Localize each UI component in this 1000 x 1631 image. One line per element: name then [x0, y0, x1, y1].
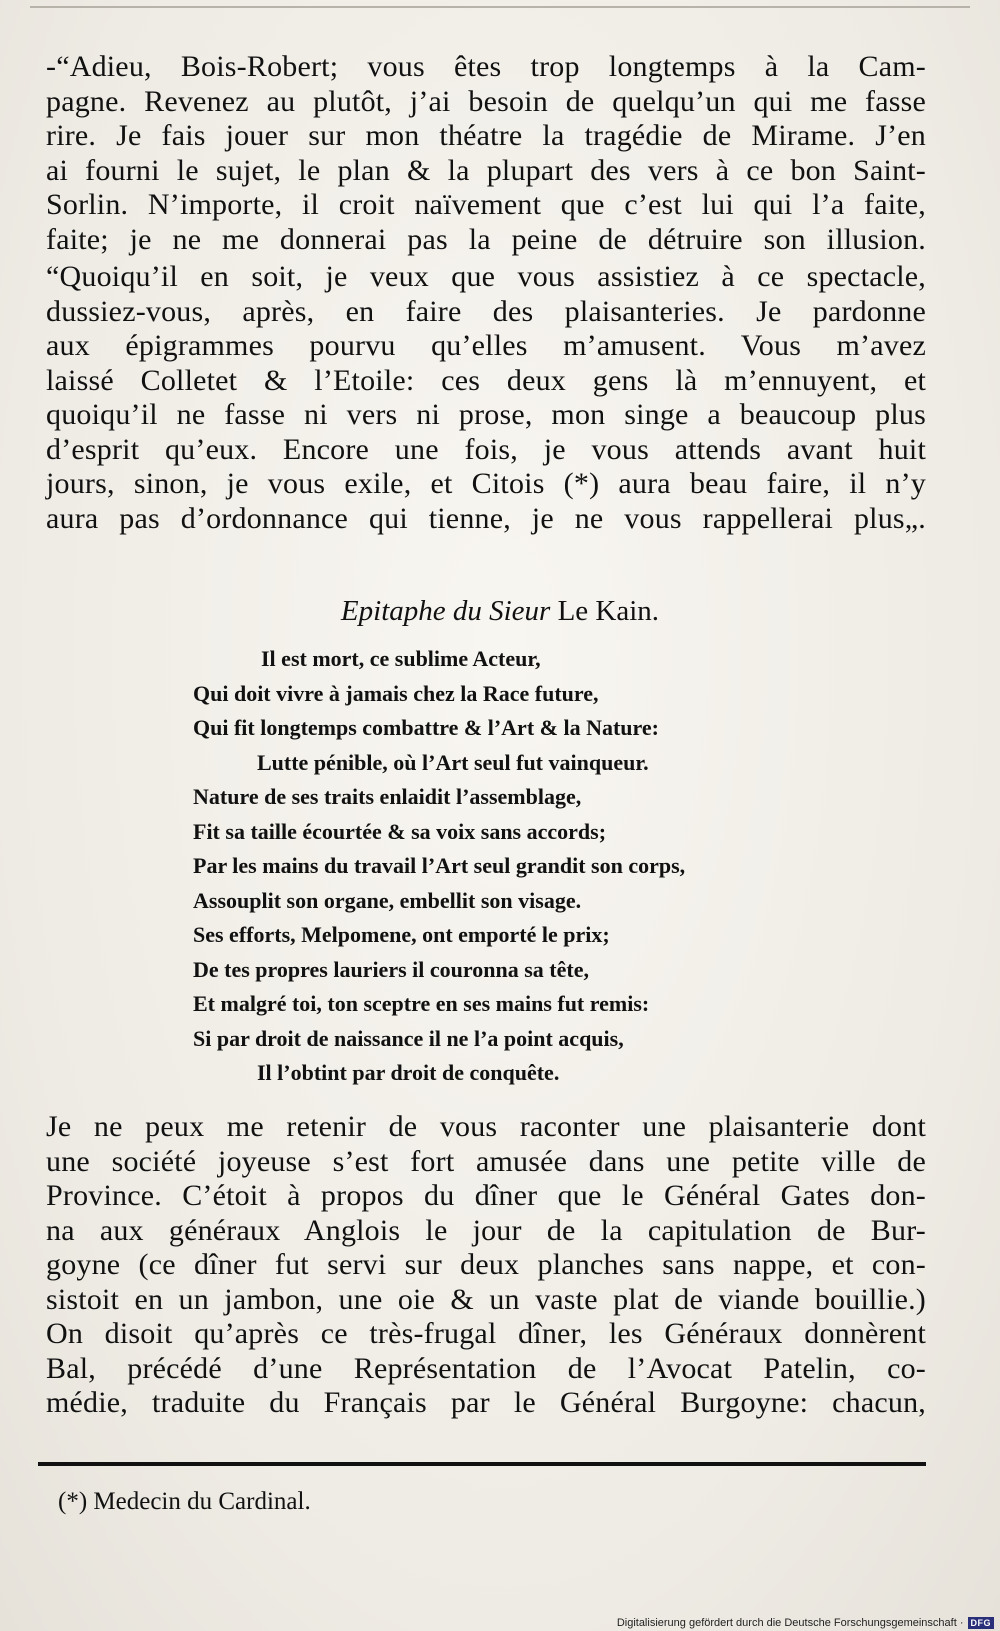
letter-paragraph-2 — [46, 260, 926, 536]
poem-line: Si par droit de naissance il ne l’a point acquis, — [193, 1025, 624, 1051]
text-line: Je ne peux me retenir de vous raconter une plaisanterie dont — [46, 1110, 926, 1143]
heading-roman-part: Le Kain. — [557, 595, 660, 627]
text-line: d’esprit qu’eux. Encore une fois, je vous attends avant huit — [46, 432, 926, 466]
text-line: Province. C’étoit à propos du dîner que le Général Gates don- — [46, 1179, 926, 1212]
digitization-credit — [617, 1617, 994, 1629]
text-line: aux épigrammes pourvu qu’elles m’amusent. Vous m’avez — [46, 329, 926, 362]
text-line: jours, sinon, je vous exile, et Citois (*) aura beau faire, il n’y — [46, 467, 926, 500]
text-line: -“Adieu, Bois-Robert; vous êtes trop longtemps à la Cam- — [46, 50, 926, 83]
text-line: quoiqu’il ne fasse ni vers ni prose, mon singe a beaucoup plus — [46, 398, 926, 431]
text-line: dussiez-vous, après, en faire des plaisanteries. Je pardonne — [46, 294, 926, 328]
text-line: aura pas d’ordonnance qui tienne, je ne vous rappellerai plus„. — [46, 501, 926, 535]
poem-line: De tes propres lauriers il couronna sa tête, — [193, 956, 589, 982]
epitaph-poem — [193, 642, 793, 1091]
text-line: “Quoiqu’il en soit, je veux que vous assistiez à ce spectacle, — [46, 260, 926, 293]
text-line: médie, traduite du Français par le Général Burgoyne: chacun, — [46, 1386, 926, 1419]
dfg-logo-icon: DFG — [968, 1617, 995, 1629]
anecdote-paragraph — [46, 1110, 926, 1421]
text-line: ai fourni le sujet, le plan & la plupart des vers à ce bon Saint- — [46, 153, 926, 187]
poem-line: Il est mort, ce sublime Acteur, — [261, 646, 541, 671]
poem-line: Fit sa taille écourtée & sa voix sans accords; — [193, 818, 607, 844]
footnote-rule — [38, 1462, 926, 1466]
text-line: une société joyeuse s’est fort amusée dans une petite ville de — [46, 1144, 926, 1178]
poem-line: Ses efforts, Melpomene, ont emporté le prix; — [193, 922, 610, 947]
poem-line: Il l’obtint par droit de conquête. — [257, 1060, 560, 1085]
poem-line: Qui doit vivre à jamais chez la Race future, — [193, 680, 599, 706]
text-line: na aux généraux Anglois le jour de la capitulation de Bur- — [46, 1213, 926, 1247]
text-line: On disoit qu’après ce très-frugal dîner, les Généraux donnèrent — [46, 1317, 926, 1350]
text-line: sistoit en un jambon, une oie & un vaste plat de viande bouillie.) — [46, 1282, 926, 1316]
poem-line: Et malgré toi, ton sceptre en ses mains fut remis: — [193, 991, 650, 1016]
text-line: Bal, précédé d’une Représentation de l’Avocat Patelin, co- — [46, 1351, 926, 1385]
poem-line: Lutte pénible, où l’Art seul fut vainqueur. — [257, 749, 649, 775]
text-line: pagne. Revenez au plutôt, j’ai besoin de quelqu’un qui me fasse — [46, 84, 926, 118]
poem-line: Assouplit son organe, embellit son visage. — [193, 887, 582, 913]
top-edge-rule — [30, 6, 970, 8]
poem-line: Nature de ses traits enlaidit l’assemblage, — [193, 784, 582, 809]
heading-italic-part: Epitaphe du Sieur — [340, 595, 551, 627]
text-line: Sorlin. N’importe, il croit naïvement que c’est lui qui l’a faite, — [46, 188, 926, 221]
credit-text: Digitalisierung gefördert durch die Deutsche Forschungsgemeinschaft · — [616, 1617, 964, 1629]
letter-paragraph-1 — [46, 50, 926, 257]
footnote: (*) Medecin du Cardinal. — [58, 1488, 311, 1515]
text-line: faite; je ne me donnerai pas la peine de détruire son illusion. — [46, 222, 926, 256]
text-line: rire. Je fais jouer sur mon théatre la tragédie de Mirame. J’en — [46, 119, 926, 152]
poem-line: Qui fit longtemps combattre & l’Art & la Nature: — [193, 715, 659, 740]
poem-line: Par les mains du travail l’Art seul grandit son corps, — [193, 853, 686, 878]
text-line: laissé Colletet & l’Etoile: ces deux gens là m’ennuyent, et — [46, 363, 926, 397]
epitaph-heading — [0, 595, 1000, 628]
text-line: goyne (ce dîner fut servi sur deux planches sans nappe, et con- — [46, 1248, 926, 1281]
